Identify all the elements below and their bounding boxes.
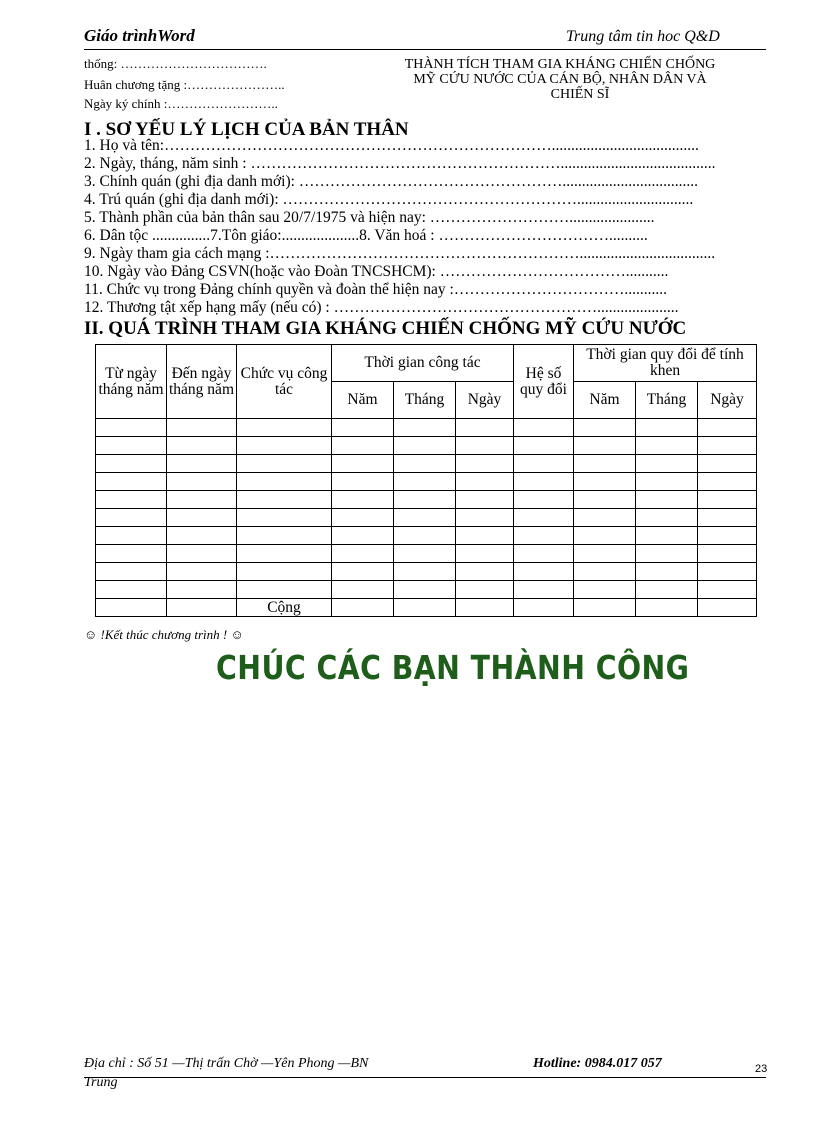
section-2-heading: II. QUÁ TRÌNH THAM GIA KHÁNG CHIẾN CHỐNG MỸ CỨU NƯỚC — [84, 318, 687, 339]
header-right-title: Trung tâm tin hoc Q&D — [566, 28, 720, 45]
field-item-1: 1. Họ và tên:…………………………………………………………………...................................... — [84, 137, 699, 154]
footer-hotline: Hotline: 0984.017 057 — [533, 1056, 662, 1071]
form-title-line-2: MỸ CỨU NƯỚC CỦA CÁN BỘ, NHÂN DÂN VÀ — [413, 72, 707, 87]
header-rule — [84, 49, 766, 50]
service-history-table — [95, 344, 757, 617]
col-from-header: Từ ngày tháng năm — [96, 345, 167, 419]
field-item-11: 11. Chức vụ trong Đảng chính quyền và đoàn thể hiện nay :……………………………........... — [84, 281, 667, 298]
total-label: Cộng — [237, 599, 332, 617]
form-title-line-3: CHIẾN SĨ — [550, 87, 610, 102]
form-title-line-1: THÀNH TÍCH THAM GIA KHÁNG CHIẾN CHỐNG — [404, 57, 716, 72]
end-of-program-note: ☺ !Kết thúc chương trình ! ☺ — [84, 627, 244, 642]
sub-month-header-2: Tháng — [636, 382, 698, 419]
sub-year-header: Năm — [332, 382, 394, 419]
top-field-3: Ngày ký chính :…………………….. — [84, 96, 278, 111]
page-number: 23 — [755, 1063, 768, 1075]
field-item-6: 6. Dân tộc ...............7.Tôn giáo:....................8. Văn hoá : …………………………….......... — [84, 227, 648, 244]
section-1-heading: I . SƠ YẾU LÝ LỊCH CỦA BẢN THÂN — [84, 119, 409, 140]
table-row — [96, 419, 757, 437]
form-title — [360, 57, 760, 102]
col-to-header: Đến ngày tháng năm — [167, 345, 237, 419]
field-item-4: 4. Trú quán (ghi địa danh mới): ………………………………………………….............................. — [84, 191, 694, 208]
footer-address: Địa chỉ : Số 51 —Thị trấn Chờ —Yên Phong —BN — [84, 1056, 369, 1071]
table-row — [96, 581, 757, 599]
table-row — [96, 473, 757, 491]
congratulations-banner: CHÚC CÁC BẠN THÀNH CÔNG — [216, 648, 690, 687]
table-row — [96, 491, 757, 509]
table-row — [96, 563, 757, 581]
sub-year-header-2: Năm — [574, 382, 636, 419]
top-field-2: Huân chương tặng :………………….. — [84, 77, 285, 92]
col-coefficient-header: Hệ số quy đổi — [514, 345, 574, 419]
table-row — [96, 545, 757, 563]
col-position-header: Chức vụ công tác — [237, 345, 332, 419]
footer-rule — [84, 1077, 766, 1078]
sub-month-header: Tháng — [394, 382, 456, 419]
field-item-9: 9. Ngày tham gia cách mạng :……………………………………………………................................... — [84, 245, 716, 262]
field-item-3: 3. Chính quán (ghi địa danh mới): ……………………………………………................................... — [84, 173, 698, 190]
sub-day-header-2: Ngày — [698, 382, 757, 419]
table-row — [96, 509, 757, 527]
field-item-5: 5. Thành phần của bản thân sau 20/7/1975 và hiện nay: ………………………...................... — [84, 209, 655, 226]
table-row — [96, 455, 757, 473]
table-row — [96, 527, 757, 545]
field-item-10: 10. Ngày vào Đảng CSVN(hoặc vào Đoàn TNCSHCM): ………………………………........... — [84, 263, 669, 280]
field-item-2: 2. Ngày, tháng, năm sinh : ……………………………………………………........................................ — [84, 155, 716, 172]
field-item-12: 12. Thương tật xếp hạng mấy (nếu có) : ……………………………………………..................... — [84, 299, 679, 316]
sub-day-header: Ngày — [456, 382, 514, 419]
group-converted-time-header: Thời gian quy đổi để tính khen — [574, 345, 757, 382]
top-field-1: thống: ……………………………. — [84, 56, 267, 71]
group-work-time-header: Thời gian công tác — [332, 345, 514, 382]
header-left-title: Giáo trìnhWord — [84, 26, 195, 45]
total-row — [96, 599, 757, 617]
table-row — [96, 437, 757, 455]
footer-address-continued: Trung — [84, 1075, 118, 1090]
